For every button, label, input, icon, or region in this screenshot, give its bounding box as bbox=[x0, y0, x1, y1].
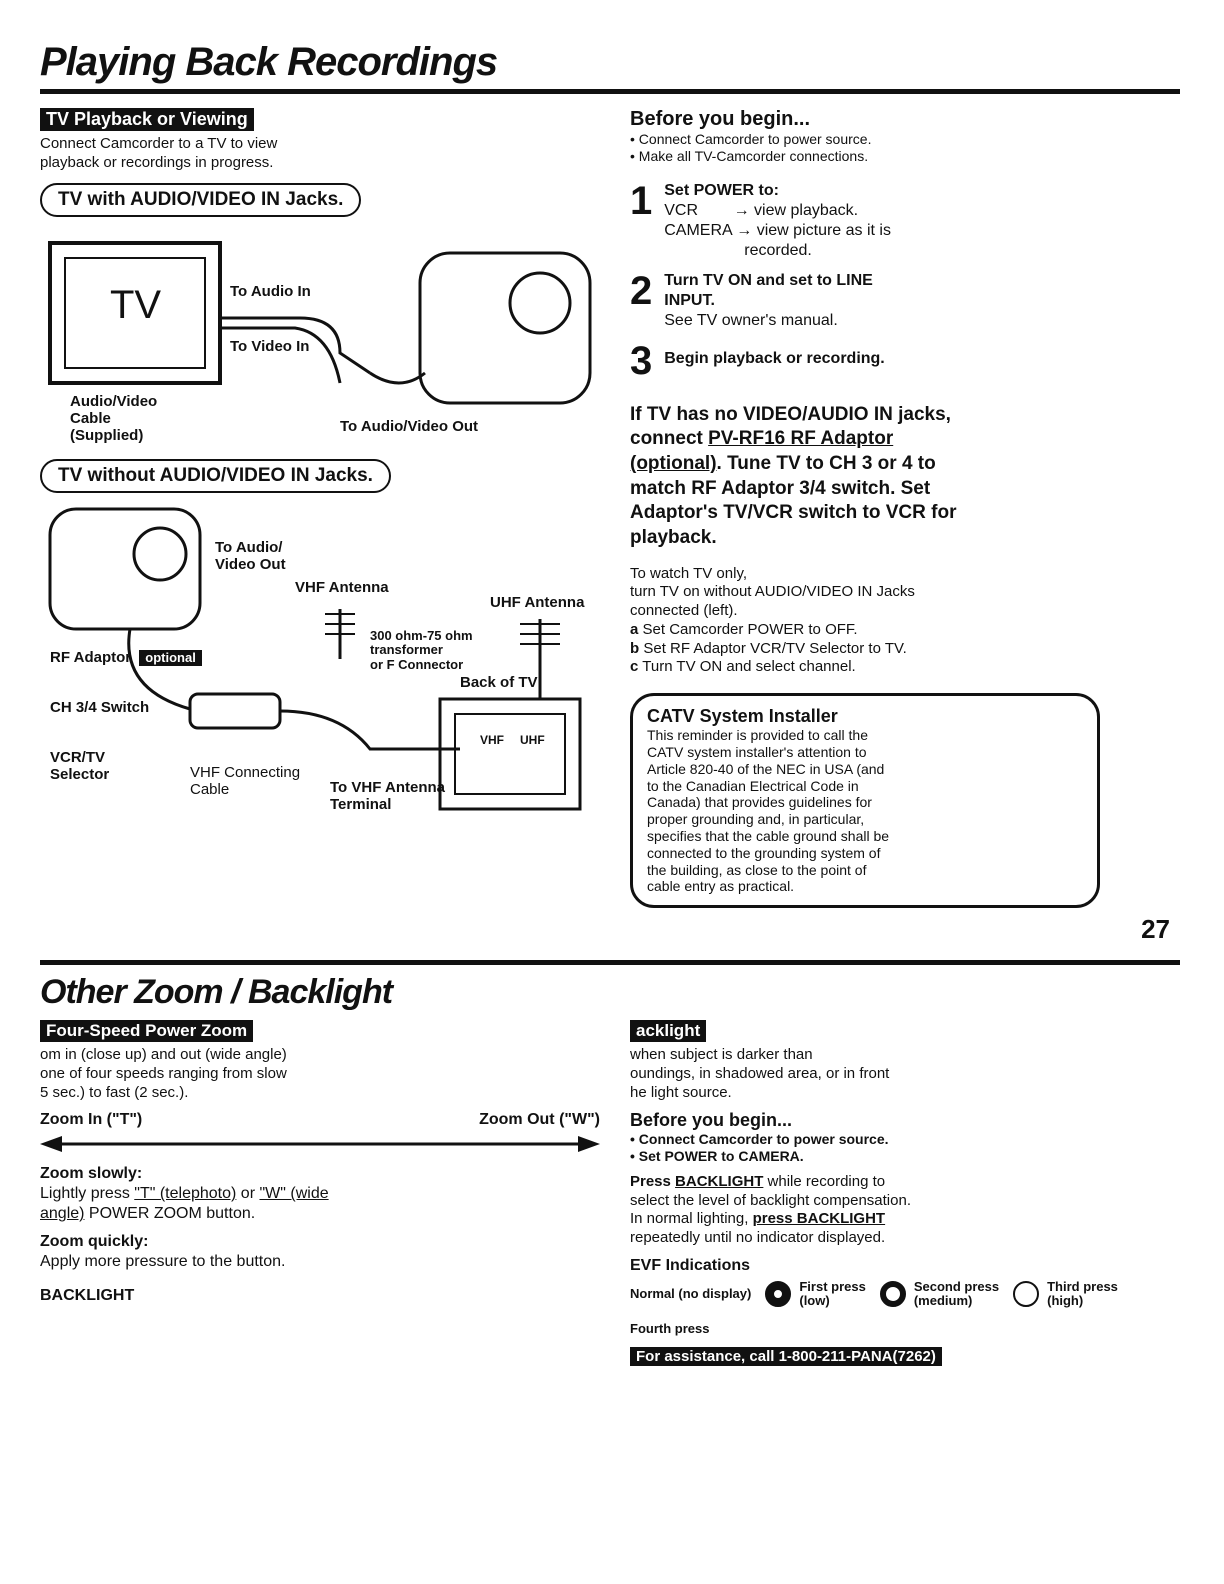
to-av-out2-label: To Audio/ Video Out bbox=[215, 538, 286, 573]
playback-title: Playing Back Recordings bbox=[40, 40, 1180, 94]
tv-without-jacks-diagram bbox=[40, 499, 600, 829]
evf-indications bbox=[630, 1280, 1170, 1337]
uhf-terminal-tag: UHF bbox=[520, 732, 545, 747]
vhf-antenna-label: VHF Antenna bbox=[295, 578, 389, 596]
to-audio-in-label: To Audio In bbox=[230, 282, 311, 300]
evf-second: Second press (medium) bbox=[880, 1280, 999, 1309]
evf-fourth: Fourth press bbox=[630, 1321, 710, 1337]
playback-steps-column bbox=[630, 108, 1170, 945]
av-cable-label: Audio/Video Cable (Supplied) bbox=[70, 392, 158, 444]
vhf-terminal-tag: VHF bbox=[480, 732, 504, 747]
zoom-quickly-text: Zoom quickly: Apply more pressure to the button. bbox=[40, 1233, 286, 1271]
backlight-press-text: Press BACKLIGHT while recording to select the level of backlight compensation. In normal lighting, press BACKLIGHT repeatedly until no indicator displayed. bbox=[630, 1172, 911, 1247]
backlight-callout: BACKLIGHT bbox=[40, 1287, 135, 1305]
zoom-slowly-text: Zoom slowly: Lightly press "T" (telephoto) or "W" (wide angle) POWER ZOOM button. bbox=[40, 1165, 329, 1223]
tv-without-jacks-pill: TV without AUDIO/VIDEO IN Jacks. bbox=[40, 459, 391, 493]
rf-adaptor-label: RF Adaptor optional bbox=[50, 649, 202, 667]
tv-playback-heading: TV Playback or Viewing bbox=[40, 108, 254, 131]
zoom-direction-arrow bbox=[40, 1134, 600, 1154]
tv-with-jacks-diagram bbox=[40, 223, 600, 453]
before-list: • Connect Camcorder to power source. • Make all TV-Camcorder connections. bbox=[630, 131, 872, 164]
four-speed-zoom-heading: Four-Speed Power Zoom bbox=[40, 1020, 253, 1042]
right-page bbox=[40, 40, 1180, 945]
watch-tv-note: To watch TV only, turn TV on without AUDIO/VIDEO IN Jacks connected (left). a Set Camcorder POWER to OFF. b Set RF Adaptor VCR/TV Selector to TV. c Turn TV ON and select channel. bbox=[630, 564, 915, 676]
tv-with-jacks-pill: TV with AUDIO/VIDEO IN Jacks. bbox=[40, 183, 361, 217]
ch-switch-label: CH 3/4 Switch bbox=[50, 698, 150, 716]
page-number-27: 27 bbox=[1141, 914, 1170, 945]
tv-playback-column bbox=[40, 108, 600, 945]
uhf-antenna-label: UHF Antenna bbox=[490, 593, 585, 611]
backlight-heading-tag: acklight bbox=[630, 1020, 706, 1042]
tv-playback-intro: Connect Camcorder to a TV to view playback or recordings in progress. bbox=[40, 135, 278, 171]
tv-screen-label: TV bbox=[110, 282, 162, 327]
step-2: 2 Turn TV ON and set to LINE INPUT. See TV owner's manual. bbox=[630, 268, 873, 329]
back-of-tv-label: Back of TV bbox=[460, 673, 538, 691]
zoom-in-caption: Zoom In ("T") bbox=[40, 1111, 143, 1129]
backlight-column bbox=[630, 1020, 1170, 1366]
evf-third: Third press (high) bbox=[1013, 1280, 1118, 1309]
vcr-tv-selector-label: VCR/TV Selector bbox=[50, 748, 110, 783]
step-3: 3 Begin playback or recording. bbox=[630, 338, 885, 383]
power-zoom-column bbox=[40, 1020, 600, 1366]
backlight-before-list: • Connect Camcorder to power source. • Set POWER to CAMERA. bbox=[630, 1131, 889, 1165]
backlight-intro: when subject is darker than oundings, in shadowed area, or in front he light source. bbox=[630, 1046, 890, 1101]
to-video-in-label: To Video In bbox=[230, 337, 310, 355]
catv-installer-box: CATV System Installer This reminder is provided to call the CATV system installer's attention to Article 820-40 of the NEC in USA (and to the Canadian Electrical Code in Canada) that provides guidelines for proper grounding and, in particular, specifies that the cable ground shall be connected to the grounding system of the building, as close to the point of cable entry as practical. bbox=[630, 693, 1100, 908]
to-vhf-terminal-label: To VHF Antenna Terminal bbox=[330, 778, 445, 813]
zoom-backlight-title: Other Zoom / Backlight bbox=[40, 973, 393, 1011]
evf-title: EVF Indications bbox=[630, 1256, 751, 1274]
assistance-banner: For assistance, call 1-800-211-PANA(7262) bbox=[630, 1347, 942, 1366]
step-1: 1 Set POWER to: VCR → view playback. CAMERA → view picture as it is recorded. bbox=[630, 178, 891, 259]
optional-tag: optional bbox=[139, 650, 202, 667]
left-page bbox=[40, 960, 1180, 1366]
zoom-out-caption: Zoom Out ("W") bbox=[479, 1111, 600, 1129]
no-jacks-note: If TV has no VIDEO/AUDIO IN jacks, connect PV-RF16 RF Adaptor (optional). Tune TV to CH 3 or 4 to match RF Adaptor 3/4 switch. Set Adaptor's TV/VCR switch to VCR for playback. bbox=[630, 403, 957, 549]
evf-first: First press (low) bbox=[765, 1280, 865, 1309]
before-title: Before you begin... bbox=[630, 108, 811, 130]
vhf-connecting-cable-label: VHF Connecting Cable bbox=[190, 763, 301, 798]
evf-normal: Normal (no display) bbox=[630, 1285, 752, 1301]
to-av-out-label: To Audio/Video Out bbox=[340, 417, 479, 435]
four-speed-zoom-intro: om in (close up) and out (wide angle) one of four speeds ranging from slow 5 sec.) to fast (2 sec.). bbox=[40, 1046, 287, 1101]
transformer-label: 300 ohm-75 ohm transformer or F Connector bbox=[370, 627, 473, 673]
backlight-before-title: Before you begin... bbox=[630, 1110, 793, 1131]
